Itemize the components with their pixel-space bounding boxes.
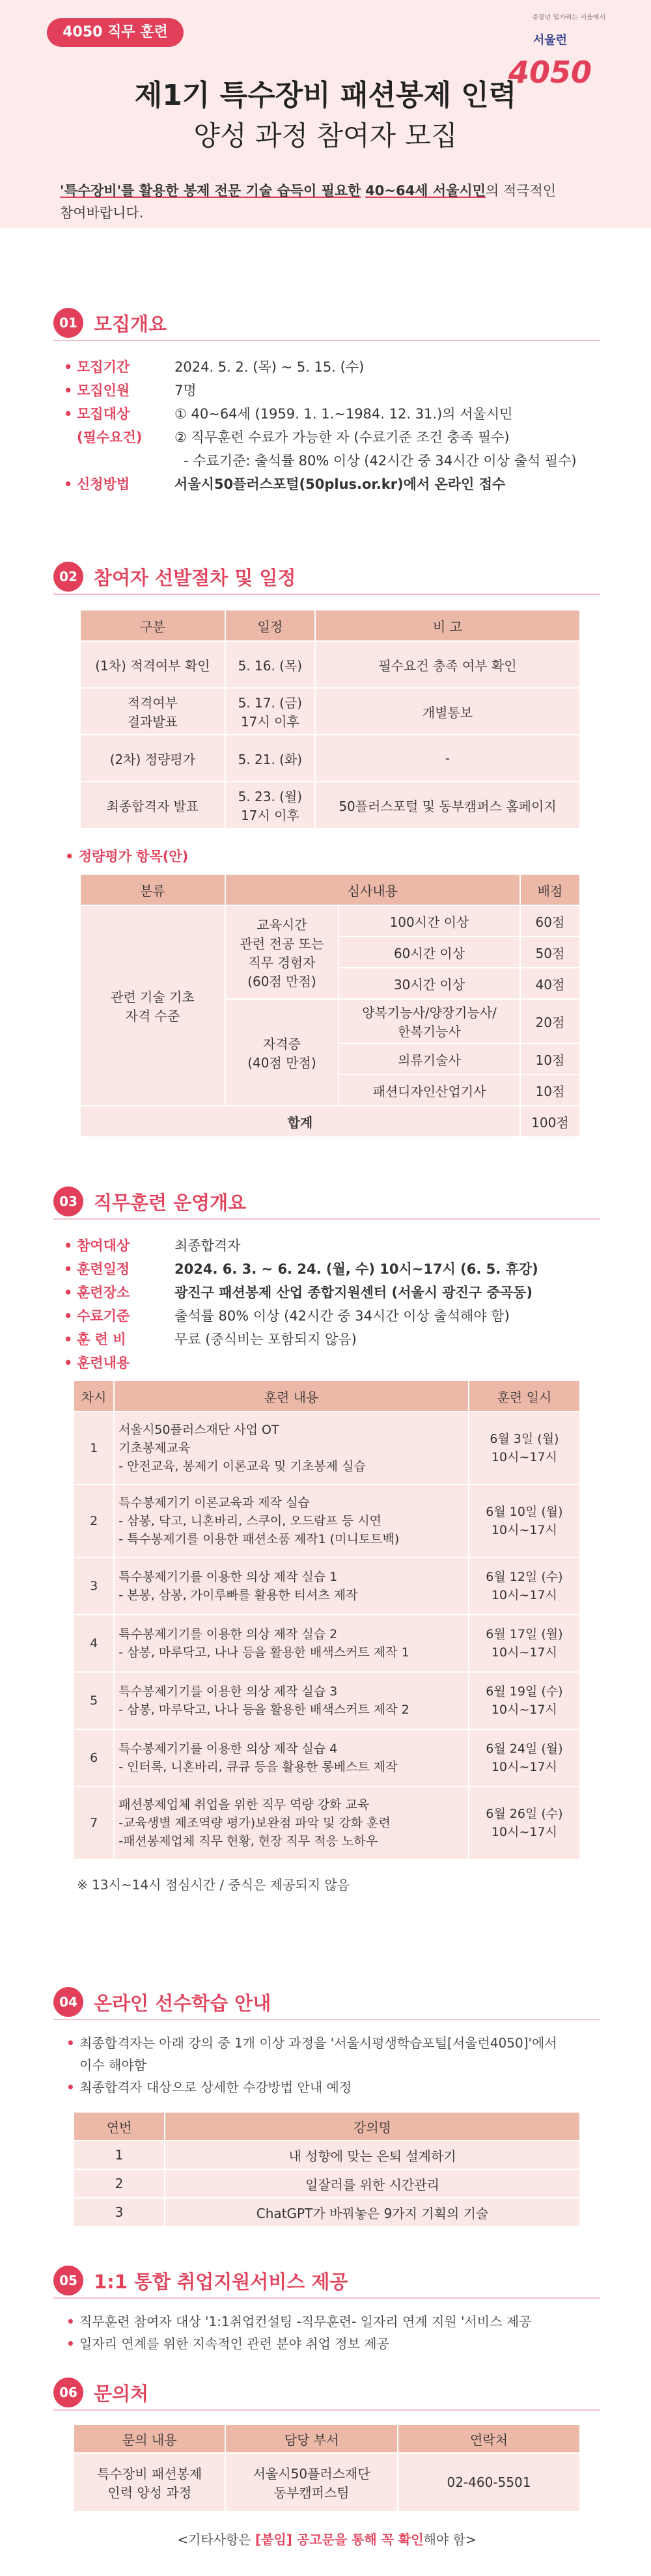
score-points: 40점	[520, 968, 580, 999]
overview-item: • 모집기간 2024. 5. 2. (목) ~ 5. 15. (수)	[64, 355, 600, 379]
score-group: 자격증 (40점 만점)	[225, 999, 339, 1106]
table-cell: 특수장비 패션봉제 인력 양성 과정	[74, 2453, 225, 2512]
table-cell: 최종합격자 발표	[80, 782, 225, 829]
table-cell: 서울시50플러스재단 사업 OT 기초봉제교육 - 안전교육, 봉제기 이론교육 및 기초봉제 실습	[114, 1412, 469, 1485]
item-label: 참여대상	[77, 1238, 130, 1254]
item-label: 신청방법	[77, 476, 130, 492]
section-title: 문의처	[94, 2382, 149, 2405]
item-value: 출석률 80% 이상 (42시간 중 34시간 이상 출석해야 함)	[174, 1308, 510, 1324]
score-criterion: 60시간 이상	[339, 937, 520, 968]
table-cell: 특수봉제기기를 이용한 의상 제작 실습 2 - 삼봉, 마루닥고, 나나 등을 활용한 배색스커트 제작 1	[114, 1615, 469, 1672]
support-notes	[66, 2310, 600, 2355]
item-value: - 수료기준: 출석률 80% 이상 (42시간 중 34시간 이상 출석 필수)	[184, 453, 577, 469]
table-row	[80, 782, 580, 829]
column-header: 문의 내용	[74, 2424, 225, 2453]
table-cell: 2	[74, 1485, 114, 1557]
lecture-table	[73, 2111, 581, 2227]
schedule-table	[79, 609, 581, 829]
column-header: 강의명	[165, 2112, 580, 2141]
section-training-overview	[53, 1185, 600, 1893]
column-header: 구분	[80, 610, 225, 641]
prelearning-notes	[66, 2032, 600, 2098]
total-row	[80, 1106, 580, 1137]
score-criterion: 패션디자인산업기사	[339, 1075, 520, 1106]
section-header	[53, 1985, 600, 2020]
section-header	[53, 306, 600, 341]
table-cell: 특수봉제기기를 이용한 의상 제작 실습 1 - 본봉, 삼봉, 가이루빠를 활용한 티셔츠 제작	[114, 1557, 469, 1615]
section-number: 04	[53, 1987, 83, 2017]
schedule-table-wrap	[79, 609, 581, 829]
training-info-item: • 훈 련 비 무료 (중식비는 포함되지 않음)	[64, 1328, 600, 1351]
score-table-wrap	[79, 873, 581, 1138]
table-header-row	[74, 2424, 580, 2453]
item-value: 최종합격자	[174, 1238, 241, 1254]
list-item: • 최종합격자 대상으로 상세한 수강방법 안내 예정	[66, 2079, 352, 2095]
section-header	[53, 2376, 600, 2411]
section-number: 05	[53, 2266, 83, 2295]
score-criterion: 100시간 이상	[339, 905, 520, 937]
table-cell: 6월 19일 (수) 10시~17시	[469, 1672, 580, 1729]
column-header: 연번	[74, 2112, 165, 2141]
total-label: 합계	[80, 1106, 520, 1137]
table-row	[74, 2169, 580, 2198]
table-row	[74, 1485, 580, 1557]
item-value: 2024. 5. 2. (목) ~ 5. 15. (수)	[174, 359, 365, 375]
item-label: 훈 련 비	[77, 1332, 126, 1347]
column-header: 훈련 일시	[469, 1380, 580, 1412]
list-item: • 일자리 연계를 위한 지속적인 관련 분야 취업 정보 제공	[66, 2336, 389, 2351]
column-header: 심사내용	[225, 874, 520, 905]
training-info-item: • 참여대상 최종합격자	[64, 1234, 600, 1257]
training-info-item: • 훈련장소 광진구 패션봉제 산업 종합지원센터 (서울시 광진구 중곡동)	[64, 1281, 600, 1304]
list-item: • 최종합격자는 아래 강의 중 1개 이상 과정을 '서울시평생학습포털[서울런4050]'에서	[66, 2035, 557, 2051]
table-row	[74, 1672, 580, 1729]
column-header: 일정	[225, 610, 315, 641]
overview-item: • 신청방법 서울시50플러스포털(50plus.or.kr)에서 온라인 접수	[64, 473, 600, 496]
table-cell: 02-460-5501	[398, 2453, 580, 2512]
table-row	[74, 1729, 580, 1787]
table-row	[74, 2453, 580, 2512]
column-header: 담당 부서	[225, 2424, 398, 2453]
list-item: 이수 해야함	[79, 2057, 146, 2073]
training-info-list	[64, 1234, 600, 1375]
list-item: • 직무훈련 참여자 대상 '1:1취업컨설팅 -직무훈련- 일자리 연계 지원 '서비스 제공	[66, 2314, 532, 2329]
table-cell: 6월 24일 (월) 10시~17시	[469, 1729, 580, 1787]
section-selection-schedule	[53, 560, 600, 1138]
table-cell: (1차) 적격여부 확인	[80, 641, 225, 688]
table-cell: 1	[74, 2141, 165, 2169]
table-cell: ChatGPT가 바꿔놓은 9가지 기획의 기술	[165, 2198, 580, 2227]
table-cell: 7	[74, 1787, 114, 1859]
page-subtitle: 양성 과정 참여자 모집	[193, 120, 458, 152]
section-number: 02	[53, 562, 83, 592]
column-header: 배점	[520, 874, 580, 905]
table-cell: 5. 17. (금) 17시 이후	[225, 688, 315, 735]
section-title: 모집개요	[94, 312, 167, 335]
score-points: 10점	[520, 1075, 580, 1106]
item-value	[174, 1351, 600, 1375]
item-label: 훈련내용	[77, 1355, 130, 1371]
score-label: 정량평가 항목(안)	[78, 849, 189, 864]
section-header	[53, 1185, 600, 1220]
score-criterion: 의류기술사	[339, 1043, 520, 1075]
training-table-wrap	[73, 1380, 581, 1860]
table-cell: 5. 16. (목)	[225, 641, 315, 688]
contact-table	[73, 2424, 581, 2512]
table-row	[74, 2198, 580, 2227]
table-cell: 6월 10일 (월) 10시~17시	[469, 1485, 580, 1557]
page-title: 제1기 특수장비 패션봉제 인력	[134, 79, 517, 112]
overview-item: • 모집대상 ① 40~64세 (1959. 1. 1.~1984. 12. 31.)의 서울시민	[64, 402, 600, 426]
table-cell: 패션봉제업체 취업을 위한 직무 역량 강화 교육 -교육생별 제조역량 평가)보완점 파악 및 강화 훈련 -패션봉제업체 직무 현황, 현장 직무 적응 노하우	[114, 1787, 469, 1859]
column-header: 연락처	[398, 2424, 580, 2453]
score-criterion: 양복기능사/양장기능사/ 한복기능사	[339, 999, 520, 1043]
logo-mark: 서울런4050	[508, 33, 592, 90]
section-online-prelearning	[53, 1985, 600, 2227]
section-title: 1:1 통합 취업지원서비스 제공	[94, 2270, 348, 2293]
table-cell: 50플러스포털 및 동부캠퍼스 홈페이지	[315, 782, 580, 829]
table-cell: 필수요건 충족 여부 확인	[315, 641, 580, 688]
total-value: 100점	[520, 1106, 580, 1137]
table-row	[74, 1557, 580, 1615]
table-cell: 1	[74, 1412, 114, 1485]
table-cell: 6	[74, 1729, 114, 1787]
item-value: 무료 (중식비는 포함되지 않음)	[174, 1332, 357, 1347]
item-label: (필수요건)	[77, 430, 143, 445]
table-cell: 2	[74, 2169, 165, 2198]
section-recruitment-overview	[53, 306, 600, 496]
table-row	[80, 735, 580, 782]
section-number: 01	[53, 308, 83, 338]
table-row	[74, 1787, 580, 1859]
table-cell: 5. 23. (월) 17시 이후	[225, 782, 315, 829]
item-value: ① 40~64세 (1959. 1. 1.~1984. 12. 31.)의 서울시민	[174, 406, 513, 422]
table-cell: 일잘러를 위한 시간관리	[165, 2169, 580, 2198]
table-cell: 4	[74, 1615, 114, 1672]
item-value: 7명	[174, 383, 197, 398]
footer-notice: <기타사항은 [붙임] 공고문을 통해 꼭 확인해야 함>	[177, 2532, 477, 2547]
item-value: 광진구 패션봉제 산업 종합지원센터 (서울시 광진구 중곡동)	[174, 1285, 533, 1300]
table-cell: 특수봉제기기를 이용한 의상 제작 실습 4 - 인터록, 니혼바리, 큐큐 등을 활용한 롱베스트 제작	[114, 1729, 469, 1787]
table-cell: 적격여부 결과발표	[80, 688, 225, 735]
section-title: 참여자 선발절차 및 일정	[94, 566, 296, 589]
section-title: 온라인 선수학습 안내	[94, 1992, 271, 2014]
table-cell: 6월 17일 (월) 10시~17시	[469, 1615, 580, 1672]
item-label: 훈련장소	[77, 1285, 130, 1300]
overview-item: • 모집인원 7명	[64, 379, 600, 402]
table-header-row	[74, 1380, 580, 1412]
item-value: 서울시50플러스포털(50plus.or.kr)에서 온라인 접수	[174, 476, 506, 492]
section-header	[53, 560, 600, 595]
table-cell: 개별통보	[315, 688, 580, 735]
table-cell: 서울시50플러스재단 동부캠퍼스팀	[225, 2453, 398, 2512]
section-header	[53, 2264, 600, 2299]
table-cell: 6월 12일 (수) 10시~17시	[469, 1557, 580, 1615]
item-label: 훈련일정	[77, 1261, 130, 1277]
column-header: 차시	[74, 1380, 114, 1412]
table-cell: 특수봉제기기를 이용한 의상 제작 실습 3 - 삼봉, 마루닥고, 나나 등을 활용한 배색스커트 제작 2	[114, 1672, 469, 1729]
training-table	[73, 1380, 581, 1860]
table-cell: 6월 26일 (수) 10시~17시	[469, 1787, 580, 1859]
table-row	[74, 2141, 580, 2169]
item-label: 모집인원	[77, 383, 130, 398]
section-title: 직무훈련 운영개요	[94, 1191, 247, 1214]
table-cell: 5	[74, 1672, 114, 1729]
table-header-row	[74, 2112, 580, 2141]
lecture-table-wrap	[73, 2111, 581, 2227]
score-label-row: • 정량평가 항목(안)	[65, 849, 189, 864]
column-header: 훈련 내용	[114, 1380, 469, 1412]
score-table	[79, 873, 581, 1138]
training-info-item: • 훈련내용	[64, 1351, 600, 1375]
item-label: 수료기준	[77, 1308, 130, 1324]
training-info-item: • 수료기준 출석률 80% 이상 (42시간 중 34시간 이상 출석해야 함)	[64, 1304, 600, 1328]
program-badge: 4050 직무 훈련	[47, 18, 184, 47]
score-points: 60점	[520, 905, 580, 937]
table-cell: -	[315, 735, 580, 782]
score-group: 교육시간 관련 전공 또는 직무 경험자 (60점 만점)	[225, 905, 339, 999]
table-header-row	[80, 874, 580, 905]
table-cell: 특수봉제기기 이론교육과 제작 실습 - 삼봉, 닥고, 니혼바리, 스쿠이, 오드람프 등 시연 - 특수봉제기를 이용한 패션소품 제작1 (미니토트백)	[114, 1485, 469, 1557]
item-label: 모집기간	[77, 359, 130, 375]
table-cell: 3	[74, 1557, 114, 1615]
overview-list	[64, 355, 600, 496]
item-label: 모집대상	[77, 406, 130, 422]
score-points: 50점	[520, 937, 580, 968]
score-criterion: 30시간 이상	[339, 968, 520, 999]
logo-tagline: 중장년 일자리는 서울에서	[532, 14, 605, 21]
seoul-run-4050-logo	[495, 12, 605, 90]
table-cell: (2차) 정량평가	[80, 735, 225, 782]
table-row	[80, 688, 580, 735]
table-row	[80, 641, 580, 688]
column-header: 분류	[80, 874, 225, 905]
table-cell: 5. 21. (화)	[225, 735, 315, 782]
overview-item	[64, 426, 600, 449]
table-cell: 3	[74, 2198, 165, 2227]
table-row	[80, 905, 580, 937]
training-info-item: • 훈련일정 2024. 6. 3. ~ 6. 24. (월, 수) 10시~17시 (6. 5. 휴강)	[64, 1257, 600, 1281]
item-value: ② 직무훈련 수료가 가능한 자 (수료기준 조건 충족 필수)	[174, 430, 510, 445]
table-header-row	[80, 610, 580, 641]
section-number: 06	[53, 2377, 83, 2407]
score-points: 20점	[520, 999, 580, 1043]
score-points: 10점	[520, 1043, 580, 1075]
table-cell: 6월 3일 (월) 10시~17시	[469, 1412, 580, 1485]
section-employment-support	[53, 2264, 600, 2355]
score-category: 관련 기술 기초 자격 수준	[80, 905, 225, 1106]
item-label	[77, 449, 174, 473]
contact-table-wrap	[73, 2424, 581, 2512]
column-header: 비 고	[315, 610, 580, 641]
intro-text: '특수장비'를 활용한 봉제 전문 기술 습득이 필요한 40~64세 서울시민의 적극적인 참여바랍니다.	[60, 183, 557, 221]
table-row	[74, 1412, 580, 1485]
overview-item	[64, 449, 600, 473]
item-value: 2024. 6. 3. ~ 6. 24. (월, 수) 10시~17시 (6. 5. 휴강)	[174, 1261, 538, 1277]
section-contact	[53, 2376, 600, 2548]
table-cell: 내 성향에 맞는 은퇴 설계하기	[165, 2141, 580, 2169]
table-row	[74, 1615, 580, 1672]
section-number: 03	[53, 1186, 83, 1216]
lunch-footnote: ※ 13시~14시 점심시간 / 중식은 제공되지 않음	[77, 1877, 350, 1893]
